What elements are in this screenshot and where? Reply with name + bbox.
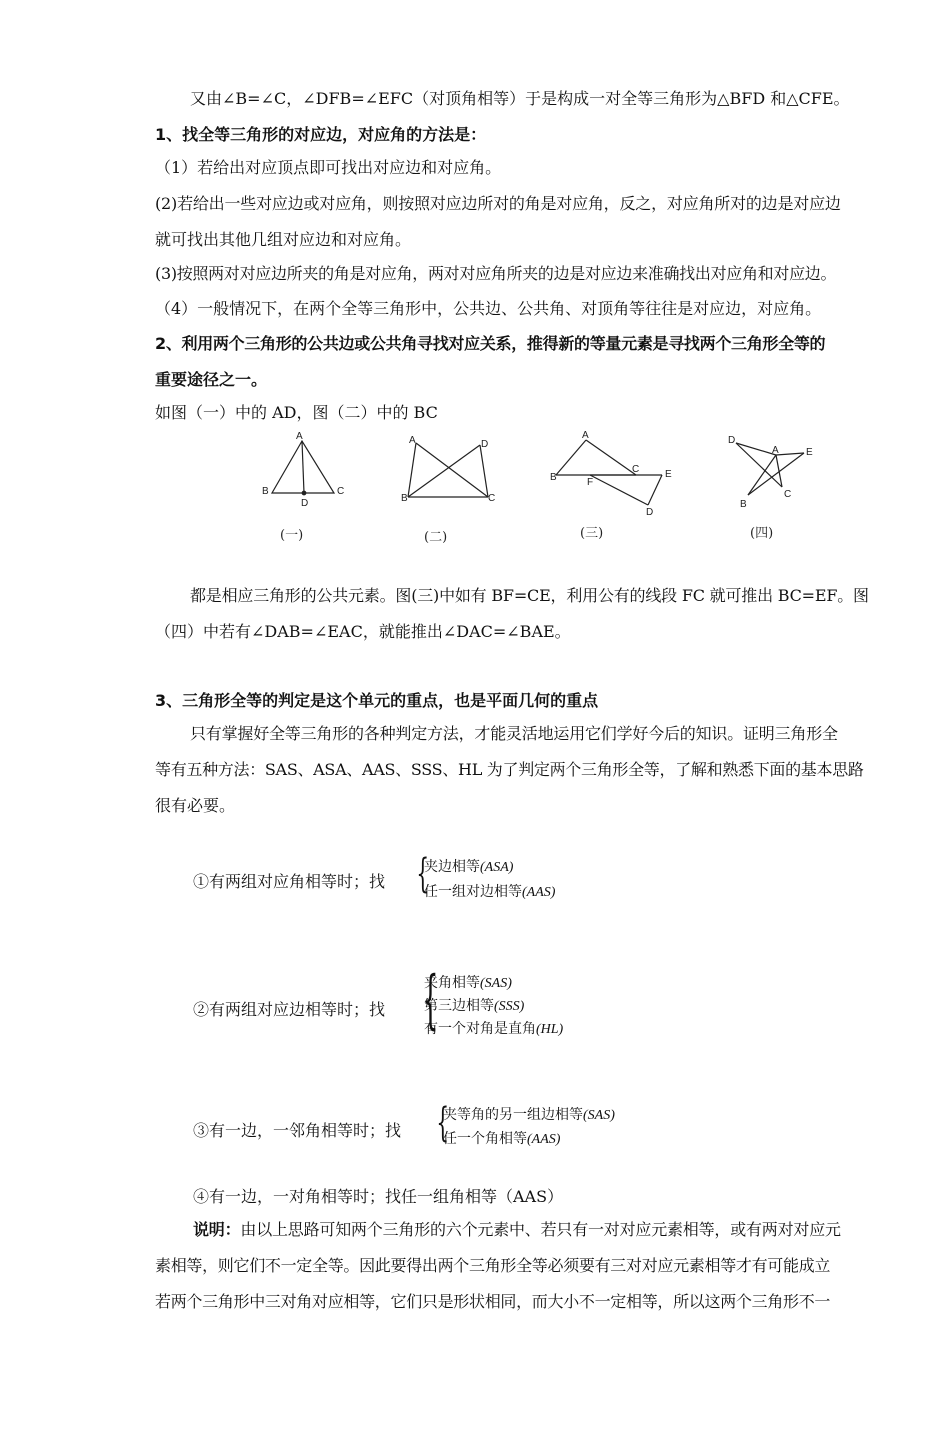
note-line bbox=[193, 1219, 841, 1241]
section3-paragraph: 很有必要。 bbox=[155, 796, 236, 815]
fig2-caption: (二) bbox=[424, 530, 448, 545]
section2-example: 如图（一）中的 AD，图（二）中的 BC bbox=[155, 403, 438, 422]
section1-item: (3)按照两对对应边所夹的角是对应角，两对对应角所夹的边是对应边来准确找出对应角和对应边。 bbox=[155, 264, 837, 283]
fig4-label-d: D bbox=[728, 435, 736, 446]
case1-option-tag: (ASA) bbox=[480, 860, 514, 875]
case4-text: ④有一边，一对角相等时；找任一组角相等（AAS） bbox=[193, 1187, 564, 1206]
fig1-label-c: C bbox=[337, 486, 345, 497]
fig3-label-a: A bbox=[582, 430, 589, 441]
case2-option bbox=[424, 1019, 563, 1040]
fig2-label-c: C bbox=[488, 493, 496, 504]
section3-heading: 3、三角形全等的判定是这个单元的重点，也是平面几何的重点 bbox=[155, 691, 599, 710]
fig3-label-f: F bbox=[587, 477, 594, 488]
case2-option-text: 夹角相等 bbox=[424, 975, 480, 991]
case2-option-text: 有一个对角是直角 bbox=[424, 1021, 536, 1037]
fig4-label-b: B bbox=[740, 499, 747, 510]
fig2-label-a: A bbox=[409, 435, 416, 446]
fig4-label-e: E bbox=[806, 447, 813, 458]
figure-4 bbox=[728, 435, 813, 541]
section1-item: 就可找出其他几组对应边和对应角。 bbox=[155, 230, 412, 249]
note-line: 素相等，则它们不一定全等。因此要得出两个三角形全等必须要有三对对应元素相等才有可能成立 bbox=[155, 1256, 831, 1275]
fig3-label-c: C bbox=[632, 464, 640, 475]
fig3-caption: (三) bbox=[580, 526, 604, 541]
note-line: 若两个三角形中三对角对应相等，它们只是形状相同，而大小不一定相等，所以这两个三角形不一 bbox=[155, 1292, 831, 1311]
figure-3 bbox=[550, 430, 672, 541]
fig3-label-b: B bbox=[550, 472, 557, 483]
section3-paragraph: 只有掌握好全等三角形的各种判定方法，才能灵活地运用它们学好今后的知识。证明三角形全 bbox=[190, 724, 838, 743]
fig3-label-e: E bbox=[665, 469, 672, 480]
intro-line: 又由∠B=∠C，∠DFB=∠EFC（对顶角相等）于是构成一对全等三角形为△BFD 和△CFE。 bbox=[190, 89, 850, 108]
note-text: 由以上思路可知两个三角形的六个元素中、若只有一对对应元素相等，或有两对对应元 bbox=[240, 1220, 841, 1239]
case2-option bbox=[424, 973, 512, 994]
case3-lead: ③有一边，一邻角相等时；找 bbox=[193, 1121, 402, 1140]
section2-heading: 2、利用两个三角形的公共边或公共角寻找对应关系，推得新的等量元素是寻找两个三角形全等的 bbox=[155, 334, 826, 353]
figure-1 bbox=[262, 431, 344, 543]
section1-item: （4）一般情况下，在两个全等三角形中，公共边、公共角、对顶角等往往是对应边，对应角。 bbox=[155, 299, 822, 318]
case3-option-text: 夹等角的另一组边相等 bbox=[443, 1107, 583, 1123]
fig1-label-d: D bbox=[301, 498, 309, 509]
case2-option-tag: (HL) bbox=[536, 1022, 564, 1037]
section2-after-cont: （四）中若有∠DAB=∠EAC，就能推出∠DAC=∠BAE。 bbox=[155, 622, 571, 641]
fig2-label-d: D bbox=[481, 439, 489, 450]
section1-heading: 1、找全等三角形的对应边，对应角的方法是： bbox=[155, 125, 487, 144]
case2-option-tag: (SAS) bbox=[480, 976, 512, 991]
case1-option-tag: (AAS) bbox=[522, 885, 556, 900]
case3-option-text: 任一个角相等 bbox=[443, 1131, 527, 1147]
section1-item: (2)若给出一些对应边或对应角，则按照对应边所对的角是对应角，反之，对应角所对的边是对应边 bbox=[155, 194, 841, 213]
case1-option-text: 任一组对边相等 bbox=[424, 884, 522, 900]
section2-after: 都是相应三角形的公共元素。图(三)中如有 BF=CE，利用公有的线段 FC 就可推出 BC=EF。图 bbox=[190, 586, 869, 605]
case2-brace: { bbox=[422, 963, 439, 1037]
fig4-caption: (四) bbox=[750, 526, 774, 541]
case1-brace: { bbox=[416, 851, 430, 897]
case1-option bbox=[424, 881, 555, 904]
fig2-label-b: B bbox=[401, 493, 408, 504]
case1-option-text: 夹边相等 bbox=[424, 859, 480, 875]
fig1-caption: (一) bbox=[280, 528, 304, 543]
section1-item: （1）若给出对应顶点即可找出对应边和对应角。 bbox=[155, 158, 502, 177]
section3-paragraph: 等有五种方法：SAS、ASA、AAS、SSS、HL 为了判定两个三角形全等，了解和熟悉下面的基本思路 bbox=[155, 760, 864, 779]
case2-option-tag: (SSS) bbox=[494, 999, 525, 1014]
figure-2 bbox=[401, 435, 495, 545]
case3-option bbox=[443, 1128, 560, 1151]
section2-heading-cont: 重要途径之一。 bbox=[155, 370, 268, 389]
case1-lead: ①有两组对应角相等时；找 bbox=[193, 872, 386, 891]
fig1-label-a: A bbox=[296, 431, 303, 442]
case3-option-tag: (SAS) bbox=[583, 1108, 615, 1123]
case2-option bbox=[424, 996, 524, 1017]
note-label: 说明： bbox=[193, 1220, 241, 1239]
case1-option bbox=[424, 856, 513, 879]
case3-option bbox=[443, 1104, 615, 1127]
case3-option-tag: (AAS) bbox=[527, 1132, 561, 1147]
fig3-label-d: D bbox=[646, 507, 654, 518]
fig4-label-c: C bbox=[784, 489, 792, 500]
case2-option-text: 第三边相等 bbox=[424, 998, 494, 1014]
figures-diagram bbox=[0, 425, 950, 555]
fig1-label-b: B bbox=[262, 486, 269, 497]
case3-brace: { bbox=[436, 1100, 450, 1146]
fig4-label-a: A bbox=[772, 445, 779, 456]
case2-lead: ②有两组对应边相等时；找 bbox=[193, 1000, 386, 1019]
